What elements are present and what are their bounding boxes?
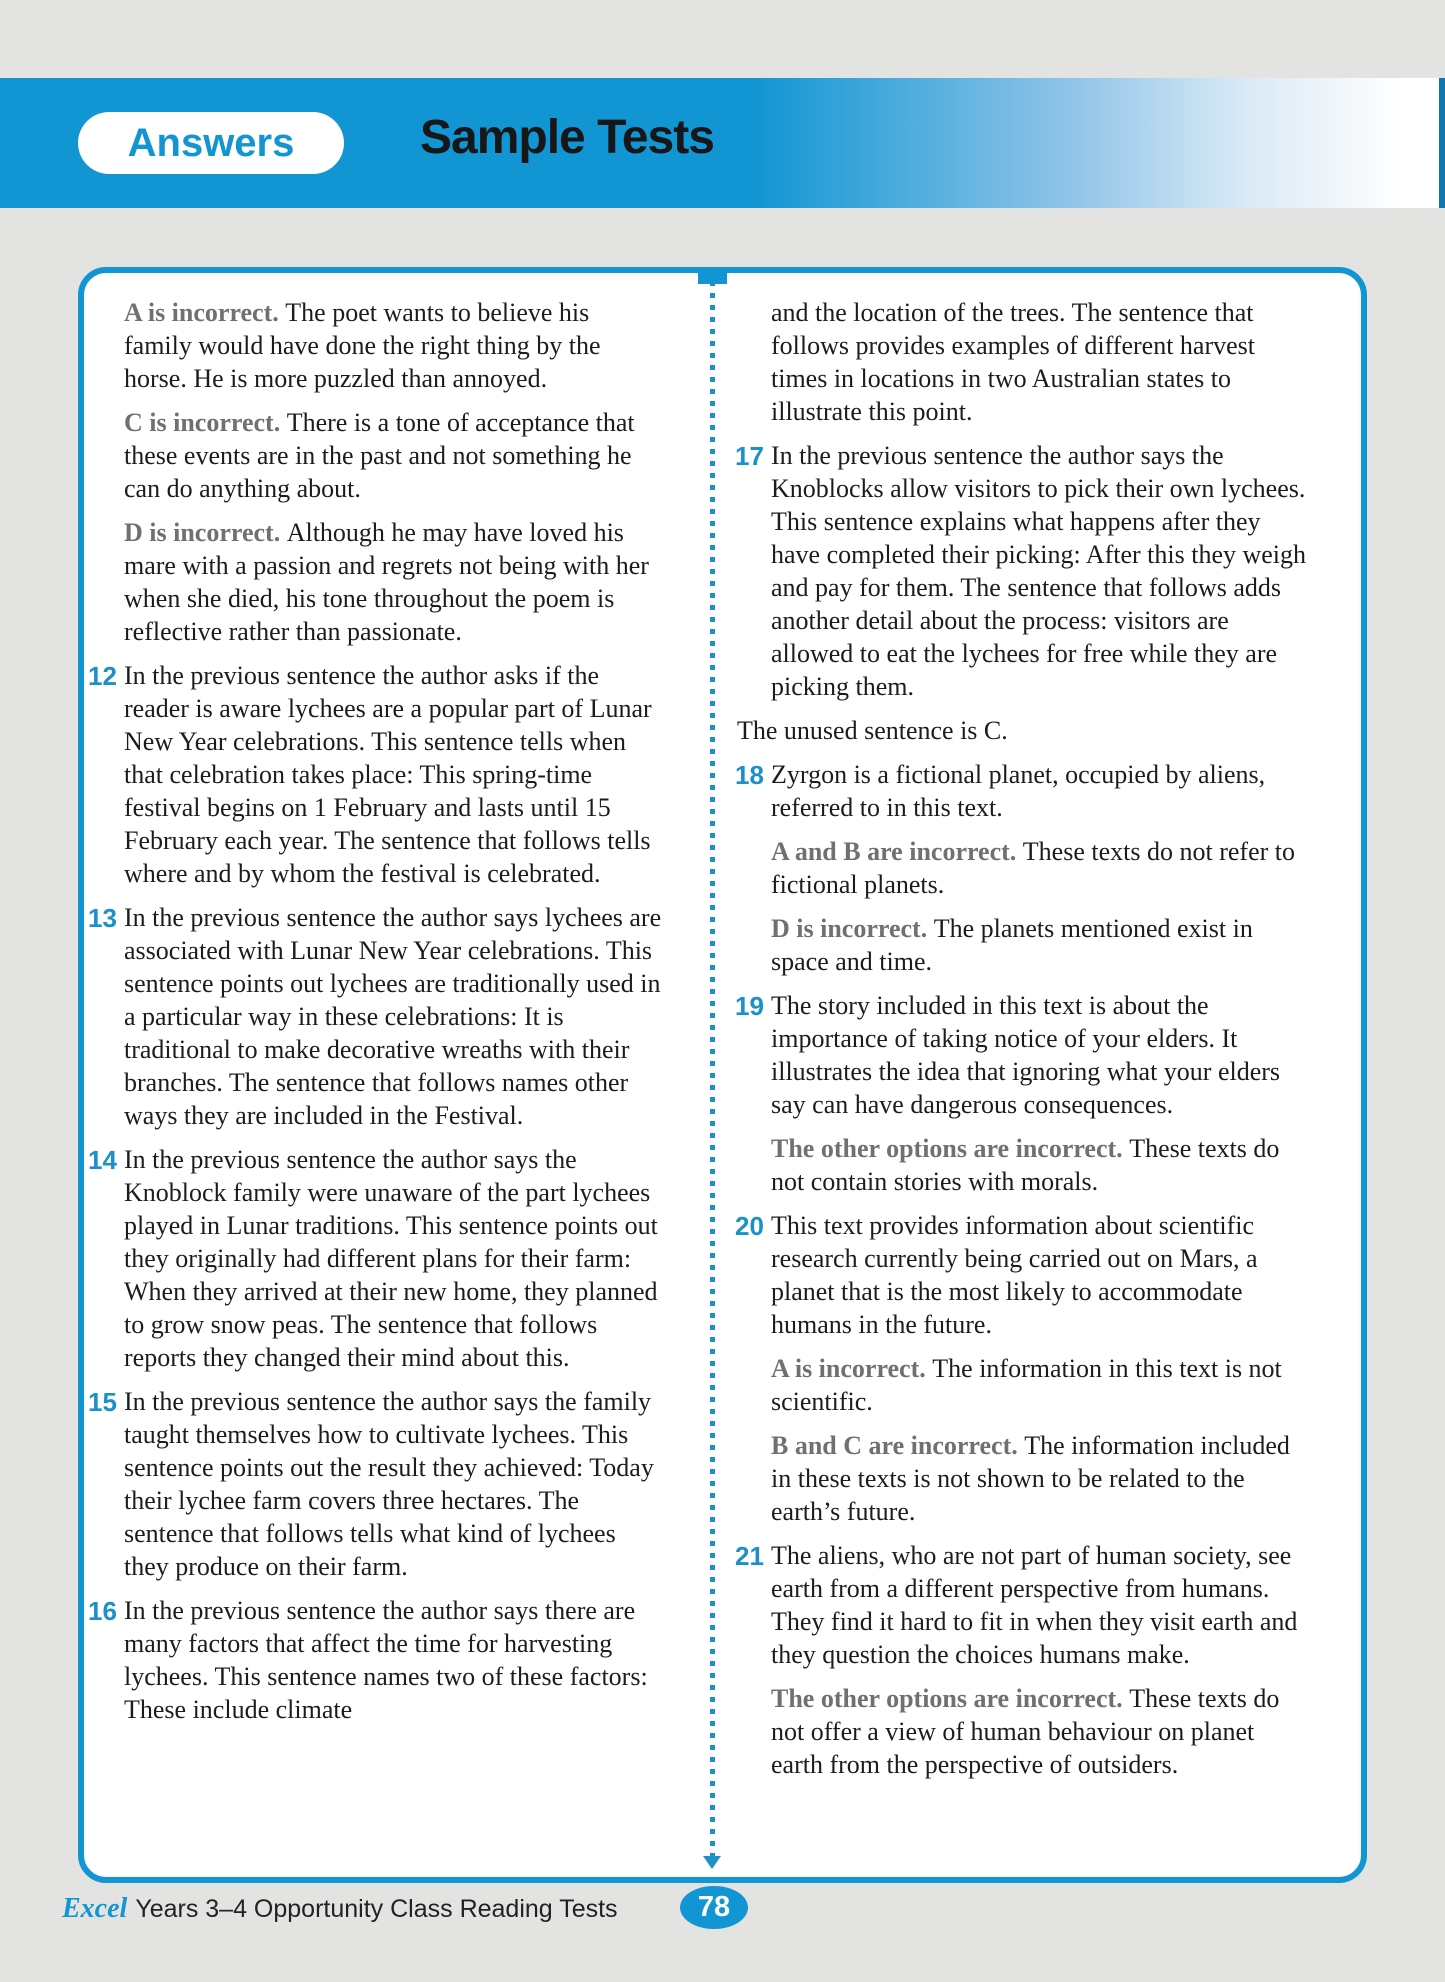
- answer-number: 14: [88, 1145, 117, 1175]
- answer-number: 17: [735, 441, 764, 471]
- answer-text: This text provides information about scientific research currently being carried out on Mars, a planet that is the most likely to accommodate humans in the future.: [771, 1211, 1258, 1339]
- answer-item-17: [737, 439, 1311, 703]
- incorrect-lead: A is incorrect.: [771, 1354, 933, 1383]
- answer-text: The story included in this text is about the importance of taking notice of your elders. It illustrates the idea that ignoring what your elders say can have dangerous consequences.: [771, 991, 1281, 1119]
- incorrect-lead: D is incorrect.: [771, 914, 934, 943]
- incorrect-lead: The other options are incorrect.: [771, 1684, 1130, 1713]
- answer-text: The unused sentence is C.: [737, 716, 1008, 745]
- answer-item-16: [90, 1594, 662, 1726]
- answer-paragraph: [737, 1429, 1311, 1528]
- answer-paragraph: [90, 296, 662, 395]
- answer-number: 21: [735, 1541, 764, 1571]
- answer-text: In the previous sentence the author says the family taught themselves how to cultivate lychees. This sentence points out the result they achieved: Today their lychee farm covers three hectares. The sentence that follows tells what kind of lychees they produce on their farm.: [124, 1387, 654, 1581]
- answer-number: 13: [88, 903, 117, 933]
- answer-paragraph: [737, 912, 1311, 978]
- answer-paragraph: [737, 1352, 1311, 1418]
- answer-item-13: [90, 901, 662, 1132]
- answer-text: D is incorrect. The planets mentioned exist in space and time.: [771, 914, 1253, 976]
- answer-paragraph: [737, 714, 1311, 747]
- answer-number: 12: [88, 661, 117, 691]
- answer-text: A is incorrect. The information in this text is not scientific.: [771, 1354, 1282, 1416]
- answer-text: The aliens, who are not part of human society, see earth from a different perspective from humans. They find it hard to fit in when they visit earth and they question the choices humans make.: [771, 1541, 1298, 1669]
- answer-text: A is incorrect. The poet wants to believe his family would have done the right thing by the horse. He is more puzzled than annoyed.: [124, 298, 601, 393]
- answer-item-21: [737, 1539, 1311, 1671]
- answers-badge-label: Answers: [127, 120, 295, 165]
- header-edge-strip: [1439, 78, 1445, 208]
- column-divider: [710, 281, 715, 1865]
- answer-paragraph: [737, 835, 1311, 901]
- answer-item-20: [737, 1209, 1311, 1341]
- answer-text: The other options are incorrect. These texts do not offer a view of human behaviour on planet earth from the perspective of outsiders.: [771, 1684, 1280, 1779]
- answer-text: In the previous sentence the author asks if the reader is aware lychees are a popular part of Lunar New Year celebrations. This sentence tells when that celebration takes place: This spring-time festival begins on 1 February and lasts until 15 February each year. The sentence that follows tells where and by whom the festival is celebrated.: [124, 661, 652, 888]
- incorrect-lead: C is incorrect.: [124, 408, 287, 437]
- incorrect-lead: A is incorrect.: [124, 298, 286, 327]
- header-band: [0, 78, 1445, 208]
- answer-paragraph: [90, 516, 662, 648]
- answer-item-15: [90, 1385, 662, 1583]
- incorrect-lead: D is incorrect.: [124, 518, 287, 547]
- answer-number: 16: [88, 1596, 117, 1626]
- page-title: Sample Tests: [420, 111, 714, 164]
- answer-text: A and B are incorrect. These texts do not refer to fictional planets.: [771, 837, 1295, 899]
- answer-paragraph: [90, 406, 662, 505]
- incorrect-lead: A and B are incorrect.: [771, 837, 1023, 866]
- answer-number: 18: [735, 760, 764, 790]
- left-column: [90, 296, 662, 1737]
- answer-text: Zyrgon is a fictional planet, occupied by aliens, referred to in this text.: [771, 760, 1266, 822]
- answer-item-14: [90, 1143, 662, 1374]
- footer: [62, 1893, 618, 1925]
- answer-number: 19: [735, 991, 764, 1021]
- answer-text: D is incorrect. Although he may have loved his mare with a passion and regrets not being with her when she died, his tone throughout the poem is reflective rather than passionate.: [124, 518, 649, 646]
- page-number-badge: [680, 1886, 748, 1929]
- page-number: 78: [697, 1891, 731, 1923]
- answer-text: In the previous sentence the author says the Knoblock family were unaware of the part lychees played in Lunar traditions. This sentence points out they originally had different plans for their farm: When they arrived at their new home, they planned to grow snow peas. The sentence that follows reports they changed their mind about this.: [124, 1145, 658, 1372]
- right-column: [737, 296, 1311, 1792]
- answer-text: C is incorrect. There is a tone of acceptance that these events are in the past and not something he can do anything about.: [124, 408, 635, 503]
- answer-paragraph: [737, 296, 1311, 428]
- incorrect-lead: B and C are incorrect.: [771, 1431, 1025, 1460]
- answer-text: The other options are incorrect. These texts do not contain stories with morals.: [771, 1134, 1280, 1196]
- answers-badge: [78, 112, 344, 174]
- divider-bottom-arrow-icon: [703, 1856, 721, 1869]
- answer-text: In the previous sentence the author says the Knoblocks allow visitors to pick their own lychees. This sentence explains what happens after they have completed their picking: After this they weigh and pay for them. The sentence that follows adds another detail about the process: visitors are allowed to eat the lychees for free while they are picking them.: [771, 441, 1307, 701]
- answer-paragraph: [737, 1682, 1311, 1781]
- answer-paragraph: [737, 1132, 1311, 1198]
- answer-number: 20: [735, 1211, 764, 1241]
- footer-series-title: Years 3–4 Opportunity Class Reading Tests: [135, 1895, 618, 1923]
- answer-item-19: [737, 989, 1311, 1121]
- answer-text: and the location of the trees. The sentence that follows provides examples of different harvest times in locations in two Australian states to illustrate this point.: [771, 298, 1255, 426]
- answer-item-18: [737, 758, 1311, 824]
- answer-text: In the previous sentence the author says lychees are associated with Lunar New Year celebrations. This sentence points out lychees are traditionally used in a particular way in these celebrations: It is traditional to make decorative wreaths with their branches. The sentence that follows names other ways they are included in the Festival.: [124, 903, 662, 1130]
- answer-item-12: [90, 659, 662, 890]
- footer-brand: Excel: [62, 1893, 128, 1924]
- answer-text: B and C are incorrect. The information included in these texts is not shown to be related to the earth’s future.: [771, 1431, 1290, 1526]
- incorrect-lead: The other options are incorrect.: [771, 1134, 1130, 1163]
- answer-text: In the previous sentence the author says there are many factors that affect the time for harvesting lychees. This sentence names two of these factors: These include climate: [124, 1596, 648, 1724]
- answer-number: 15: [88, 1387, 117, 1417]
